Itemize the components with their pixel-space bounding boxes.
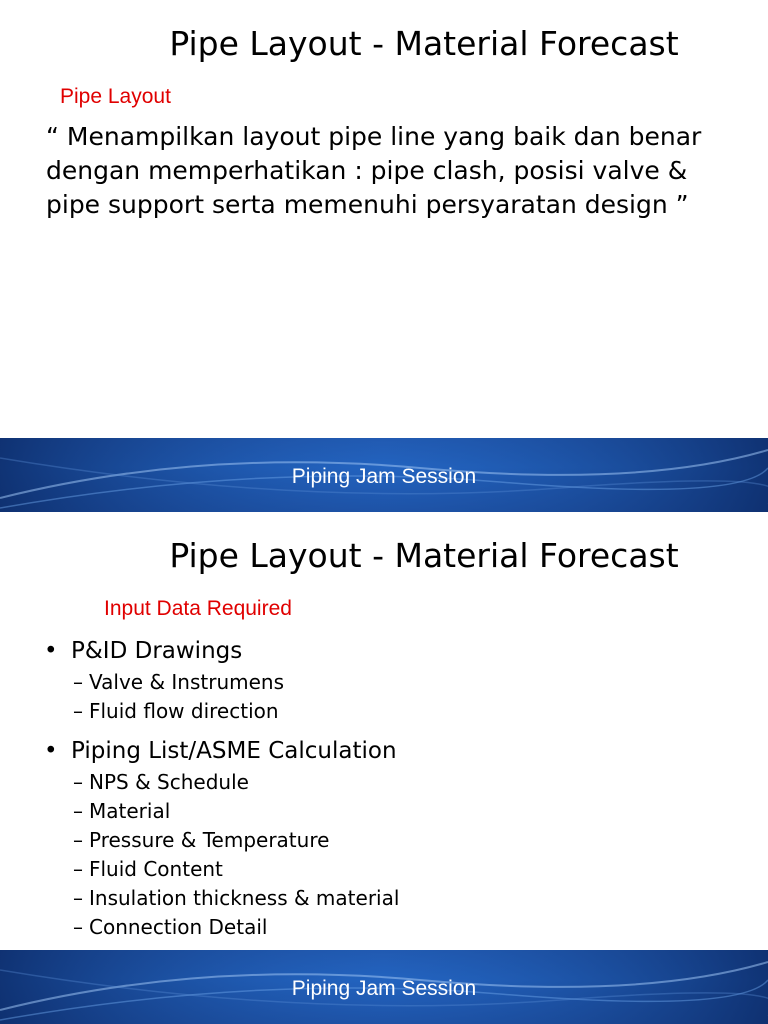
sub-item-label: Valve & Instrumens <box>89 670 285 694</box>
slide-title: Pipe Layout - Material Forecast <box>169 24 679 63</box>
sub-item <box>44 697 744 726</box>
sub-item-label: Pressure & Temperature <box>89 828 330 852</box>
sub-item-label: NPS & Schedule <box>89 770 249 794</box>
sub-item <box>44 668 744 697</box>
footer-band <box>0 438 768 512</box>
slide-title: Pipe Layout - Material Forecast <box>169 536 679 575</box>
bullet-dot: • <box>44 738 58 764</box>
dash-glyph: – <box>73 670 83 694</box>
bullet-label: P&ID Drawings <box>71 638 243 664</box>
quote-text: “ Menampilkan layout pipe line yang baik dan benar dengan memperhatikan : pipe clash, posisi valve & pipe support serta memenuhi persyaratan design ” <box>46 122 702 219</box>
sub-item-label: Insulation thickness & material <box>89 886 400 910</box>
dash-glyph: – <box>73 699 83 723</box>
bullet-label: Piping List/ASME Calculation <box>71 738 397 764</box>
sub-item-label: Material <box>89 799 171 823</box>
footer-text <box>0 976 768 1002</box>
dash-glyph: – <box>73 915 83 939</box>
bullet-dot: • <box>44 638 58 664</box>
sub-item <box>44 768 744 797</box>
slide-subtitle: Pipe Layout <box>60 85 171 108</box>
footer-text <box>0 464 768 490</box>
dash-glyph: – <box>73 857 83 881</box>
sub-item <box>44 826 744 855</box>
bullet-item <box>44 634 744 668</box>
sub-item <box>44 884 744 913</box>
footer-band <box>0 950 768 1024</box>
dash-glyph: – <box>73 828 83 852</box>
dash-glyph: – <box>73 770 83 794</box>
slide-2 <box>0 512 768 1024</box>
bullet-item <box>44 734 744 768</box>
footer-label: Piping Jam Session <box>291 465 477 488</box>
sub-item <box>44 855 744 884</box>
sub-item <box>44 913 744 942</box>
slide-subtitle: Input Data Required <box>104 597 292 620</box>
sub-item <box>44 797 744 826</box>
sub-list <box>44 668 744 726</box>
bullet-list <box>44 634 744 950</box>
sub-item-label: Fluid Content <box>89 857 223 881</box>
footer-label: Piping Jam Session <box>291 977 477 1000</box>
sub-item-label: Connection Detail <box>89 915 268 939</box>
sub-item-label: Fluid flow direction <box>89 699 279 723</box>
dash-glyph: – <box>73 886 83 910</box>
sub-list <box>44 768 744 942</box>
dash-glyph: – <box>73 799 83 823</box>
